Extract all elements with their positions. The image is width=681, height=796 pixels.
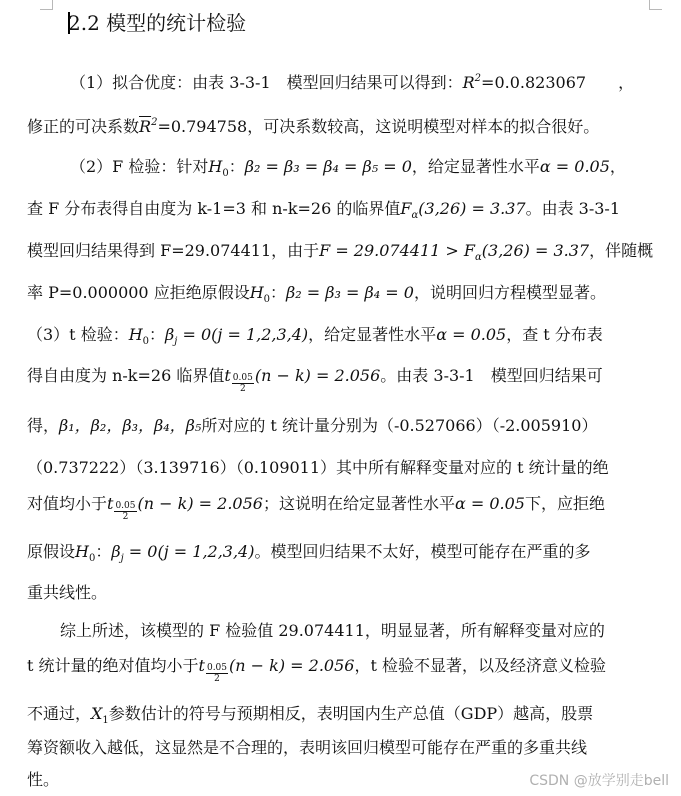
p3-line-2 <box>27 364 603 394</box>
p3-l1-a: （3）t 检验： <box>27 325 129 344</box>
f-compare-sub: α <box>475 252 482 263</box>
p2-hypothesis-eq: β₂ = β₃ = β₄ = β₅ = 0 <box>244 157 412 176</box>
p3-l4: （0.737222）（3.139716）（0.109011）其中所有解释变量对应的 t 统计量的绝 <box>27 458 609 477</box>
p2-l3-b: ，伴随概 <box>589 241 654 260</box>
t-var-3: t <box>198 656 205 675</box>
p3-line-1 <box>27 323 603 354</box>
x1-var: X <box>91 704 103 723</box>
p3-alpha-2: α = 0.05 <box>454 494 525 513</box>
p4-line-1 <box>60 619 605 643</box>
p4-line-2 <box>27 654 606 684</box>
p3-beta-2: β <box>111 542 121 561</box>
p3-line-6 <box>27 540 591 571</box>
csdn-watermark: CSDN @放学别走bell <box>529 773 669 789</box>
p3-l1-d: ，查 t 分布表 <box>506 325 603 344</box>
p4-l5: 性。 <box>27 770 60 789</box>
p2-line-4 <box>27 281 606 312</box>
p2-l4-b: ： <box>270 283 287 302</box>
p3-line-4 <box>27 456 609 480</box>
page-corner-mark-left <box>40 0 53 10</box>
p1-comma: ， <box>618 73 635 92</box>
p3-l1-b: ： <box>149 325 166 344</box>
p3-h0-sub: 0 <box>142 336 150 347</box>
p4-l4: 筹资额收入越低，这显然是不合理的，表明该回归模型可能存在严重的多重共线 <box>27 738 588 757</box>
x1-sub: 1 <box>102 715 109 726</box>
p4-l2-a: t 统计量的绝对值均小于 <box>27 656 199 675</box>
p2-l1-c: ，给定显著性水平 <box>411 157 540 176</box>
t-var-2: t <box>107 494 114 513</box>
frac-num-2: 0.05 <box>115 501 136 511</box>
r2-exp: 2 <box>474 73 482 84</box>
p3-l6-b: 。模型回归结果不太好，模型可能存在严重的多 <box>254 542 591 561</box>
p3-h0-var: H <box>128 325 143 344</box>
p3-alpha: α = 0.05 <box>436 325 507 344</box>
p3-l5-a: 对值均小于 <box>27 494 108 513</box>
p2-l3-a: 模型回归结果得到 F=29.074411，由于 <box>27 241 320 260</box>
p4-l3-a: 不通过， <box>27 704 92 723</box>
p4-line-5 <box>27 768 59 792</box>
h0-var-2: H <box>249 283 264 302</box>
page-corner-mark-right <box>649 0 662 10</box>
p3-h0-var-2: H <box>75 542 89 561</box>
adj-r2-var: $\overline{R}$ <box>139 117 152 136</box>
p2-l4-c: ，说明回归方程模型显著。 <box>413 283 606 302</box>
p2-l1-a: （2）F 检验：针对 <box>70 157 209 176</box>
p3-line-5 <box>27 492 605 522</box>
p2-line-2 <box>27 197 620 228</box>
p3-l2-b: 。由表 3-3-1 模型回归结果可 <box>380 366 603 385</box>
section-heading: 2.2 模型的统计检验 <box>68 11 247 35</box>
p2-line-1 <box>70 155 626 186</box>
frac-num-3: 0.05 <box>206 663 228 673</box>
t-var: t <box>224 366 231 385</box>
p3-hypothesis-eq: = 0(j = 1,2,3,4) <box>177 325 309 344</box>
frac-den-2: 2 <box>122 512 129 522</box>
p3-l5-b: ；这说明在给定显著性水平 <box>262 494 455 513</box>
p3-l3-a: 得， <box>27 416 60 435</box>
f-compare-eq2: (3,26) = 3.37 <box>481 241 590 260</box>
t-fraction <box>232 373 254 394</box>
p2-line-3 <box>27 239 653 270</box>
adj-r2-exp: 2 <box>151 117 158 128</box>
t-fraction-2 <box>114 501 136 522</box>
p4-l3-b: 参数估计的符号与预期相反，表明国内生产总值（GDP）越高，股票 <box>108 704 594 723</box>
h0-var: H <box>208 157 223 176</box>
p1-text-b: 修正的可决系数 <box>27 117 140 136</box>
p2-l1-d: ， <box>609 157 626 176</box>
r2-value: =0.0.823067 <box>481 73 619 92</box>
t-critical-eq-3: (n − k) = 2.056 <box>229 656 355 675</box>
frac-num: 0.05 <box>232 373 253 383</box>
p4-l1: 综上所述，该模型的 F 检验值 29.074411，明显显著，所有解释变量对应的 <box>60 621 605 640</box>
p3-beta-sub-2: j <box>120 553 124 564</box>
p2-alpha: α = 0.05 <box>539 157 610 176</box>
p4-l2-b: ，t 检验不显著，以及经济意义检验 <box>354 656 606 675</box>
p3-beta: β <box>165 325 175 344</box>
r2-var: R <box>462 73 475 92</box>
p3-l3-b: 所对应的 t 统计量分别为（-0.527066）（-2.005910） <box>201 416 598 435</box>
p4-line-3 <box>27 702 593 733</box>
t-critical-eq: (n − k) = 2.056 <box>254 366 381 385</box>
p3-colon-2: ： <box>95 542 112 561</box>
p2-l1-b: ： <box>228 157 245 176</box>
p3-l6-a: 原假设 <box>27 542 76 561</box>
f-alpha-sub: α <box>411 210 419 221</box>
p2-l4-a: 率 P=0.000000 应拒绝原假设 <box>27 283 250 302</box>
p3-l1-c: ，给定显著性水平 <box>308 325 437 344</box>
p4-line-4 <box>27 736 587 760</box>
p2-l2-a: 查 F 分布表得自由度为 k-1=3 和 n-k=26 的临界值 <box>27 199 401 218</box>
p3-h0-sub-2: 0 <box>88 553 96 564</box>
frac-den-3: 2 <box>214 674 220 684</box>
p3-line-7 <box>27 581 107 605</box>
p2-reject-eq: β₂ = β₃ = β₄ = 0 <box>286 283 414 302</box>
p3-beta-sub: j <box>174 336 178 347</box>
p3-hypothesis-eq-2: = 0(j = 1,2,3,4) <box>123 542 255 561</box>
p1-text-a: （1）拟合优度：由表 3-3-1 模型回归结果可以得到： <box>70 73 463 92</box>
h0-sub-2: 0 <box>263 294 271 305</box>
t-critical-eq-2: (n − k) = 2.056 <box>137 494 263 513</box>
p3-l7: 重共线性。 <box>27 583 108 602</box>
frac-den: 2 <box>239 384 246 394</box>
p3-l5-c: 下，应拒绝 <box>524 494 605 513</box>
h0-sub: 0 <box>222 168 229 179</box>
beta-list: β₁，β₂，β₃，β₄，β₅ <box>59 416 202 435</box>
p1-line-1 <box>70 67 634 95</box>
p1-line-2 <box>27 111 599 139</box>
t-fraction-3 <box>206 663 228 684</box>
p3-l2-a: 得自由度为 n-k=26 临界值 <box>27 366 225 385</box>
p1-text-c: =0.794758，可决系数较高，这说明模型对样本的拟合很好。 <box>157 117 600 136</box>
p2-l2-c: 。由表 3-3-1 <box>525 199 621 218</box>
p3-line-3 <box>27 414 597 438</box>
f-critical-eq: (3,26) = 3.37 <box>418 199 526 218</box>
f-alpha-var: F <box>400 199 412 218</box>
f-compare-eq: F = 29.074411 > F <box>319 241 476 260</box>
